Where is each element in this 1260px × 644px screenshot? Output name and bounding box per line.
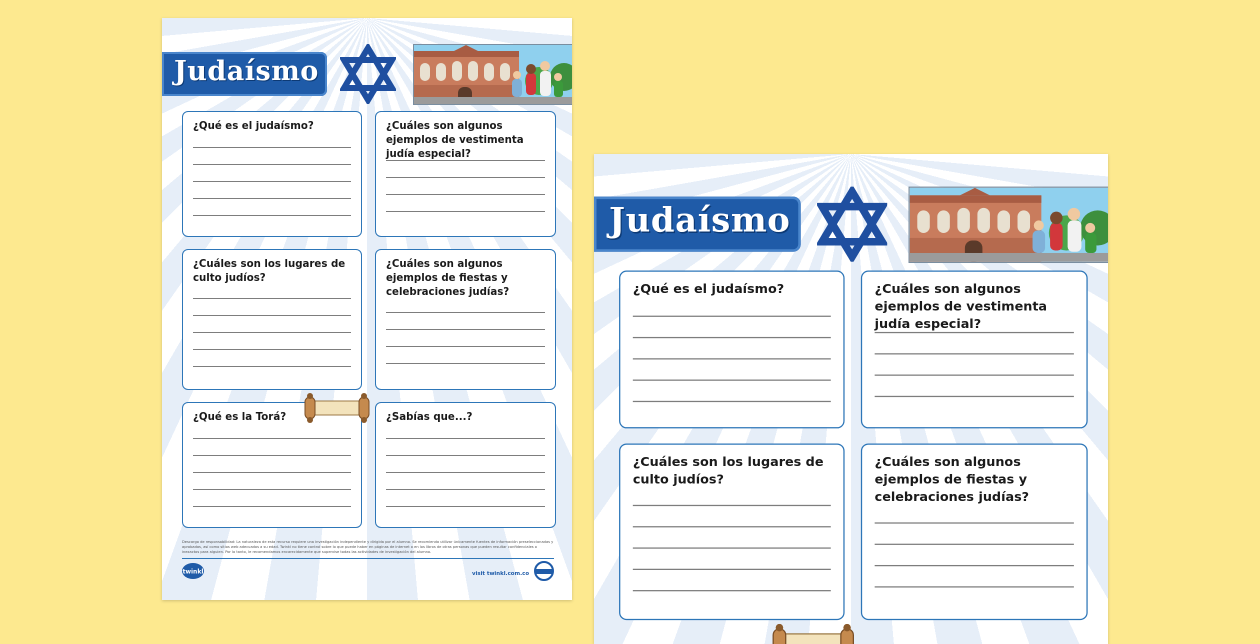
title-banner [594,197,801,252]
answer-line[interactable] [193,198,351,199]
answer-line[interactable] [193,332,351,333]
answer-line[interactable] [386,455,545,456]
answer-line[interactable] [386,472,545,473]
question-box-worship-places [182,249,362,390]
answer-line[interactable] [193,506,351,507]
answer-line[interactable] [193,366,351,367]
answer-line[interactable] [875,332,1074,333]
question-label: ¿Cuáles son algunos ejemplos de vestimenta judía especial? [874,283,1048,332]
answer-line[interactable] [386,346,545,347]
answer-line[interactable] [386,160,545,161]
answer-line[interactable] [193,349,351,350]
question-label: ¿Qué es el judaísmo? [193,121,314,132]
question-box-judaism [619,271,845,429]
svg-text:twinkl: twinkl [182,568,204,576]
answer-line[interactable] [633,337,831,338]
answer-line[interactable] [193,472,351,473]
answer-line[interactable] [386,506,545,507]
answer-line[interactable] [386,211,545,212]
twinkl-badge-icon [533,561,555,581]
answer-line[interactable] [386,312,545,313]
twinkl-logo-icon [182,562,204,580]
answer-line[interactable] [193,147,351,148]
answer-line[interactable] [633,358,831,359]
answer-line[interactable] [875,396,1074,397]
question-label: ¿Qué es el judaísmo? [632,283,785,297]
answer-line[interactable] [386,194,545,195]
question-label: ¿Cuáles son algunos ejemplos de fiestas y celebraciones judías? [874,455,1030,505]
answer-line[interactable] [193,215,351,216]
title-banner [162,52,327,96]
answer-line[interactable] [193,489,351,490]
answer-line[interactable] [386,489,545,490]
answer-line[interactable] [633,569,831,570]
answer-line[interactable] [193,455,351,456]
answer-line[interactable] [386,438,545,439]
answer-line[interactable] [633,380,831,381]
torah-scroll-icon [768,624,861,644]
answer-line[interactable] [386,329,545,330]
star-of-david-icon [817,187,887,262]
footer-link[interactable]: visit twinkl.com.co [472,571,530,577]
question-label: ¿Cuáles son algunos ejemplos de vestimenta judía especial? [386,121,524,160]
answer-line[interactable] [875,586,1074,587]
answer-line[interactable] [875,375,1074,376]
question-label: ¿Sabías que...? [386,412,473,423]
synagogue-illustration [413,44,572,105]
question-box-festivals [375,249,556,390]
worksheet-preview-front [594,154,1108,644]
question-label: ¿Cuáles son los lugares de culto judíos? [632,455,824,488]
answer-line[interactable] [633,547,831,548]
answer-line[interactable] [875,353,1074,354]
answer-line[interactable] [386,177,545,178]
question-box-clothing [861,271,1088,429]
question-label: ¿Qué es la Torá? [193,412,287,423]
answer-line[interactable] [875,522,1074,523]
answer-line[interactable] [193,315,351,316]
answer-line[interactable] [386,363,545,364]
answer-line[interactable] [875,544,1074,545]
question-label: ¿Cuáles son algunos ejemplos de fiestas y celebraciones judías? [386,259,510,298]
worksheet-title: Judaísmo [174,56,319,87]
question-box-clothing [375,111,556,237]
answer-line[interactable] [633,590,831,591]
question-box-judaism [182,111,362,237]
footer-disclaimer: Descargo de responsabilidad: La naturaleza de esta recurso requiere una investigación independiente y dirigida por el alumno. Se recomienda utilizar únicamente fuentes de información preseleccionadas y aprobadas, así como sitios web adecuados a su edad. Twinkl no tiene control sobre lo que puede haber en páginas de internet o en los libros de otras personas que pueden resultar confidenciales o inexactos para alguien. Por lo tanto, le recomendamos encarecidamente que supervise todas las actividades de investigación del alumno. [182,540,554,554]
answer-line[interactable] [633,505,831,506]
question-box-did-you-know [375,402,556,528]
question-box-festivals [861,443,1088,620]
answer-line[interactable] [193,298,351,299]
worksheet-title: Judaísmo [609,201,791,241]
answer-line[interactable] [193,164,351,165]
answer-line[interactable] [633,401,831,402]
answer-line[interactable] [193,438,351,439]
answer-line[interactable] [875,565,1074,566]
question-box-worship-places [619,443,845,620]
synagogue-illustration [909,187,1108,263]
worksheet-preview-back [162,18,572,600]
answer-line[interactable] [193,181,351,182]
star-of-david-icon [340,44,396,104]
torah-scroll-icon [301,393,375,423]
question-label: ¿Cuáles son los lugares de culto judíos? [193,259,346,284]
answer-line[interactable] [633,316,831,317]
footer-divider [182,558,554,559]
answer-line[interactable] [633,526,831,527]
